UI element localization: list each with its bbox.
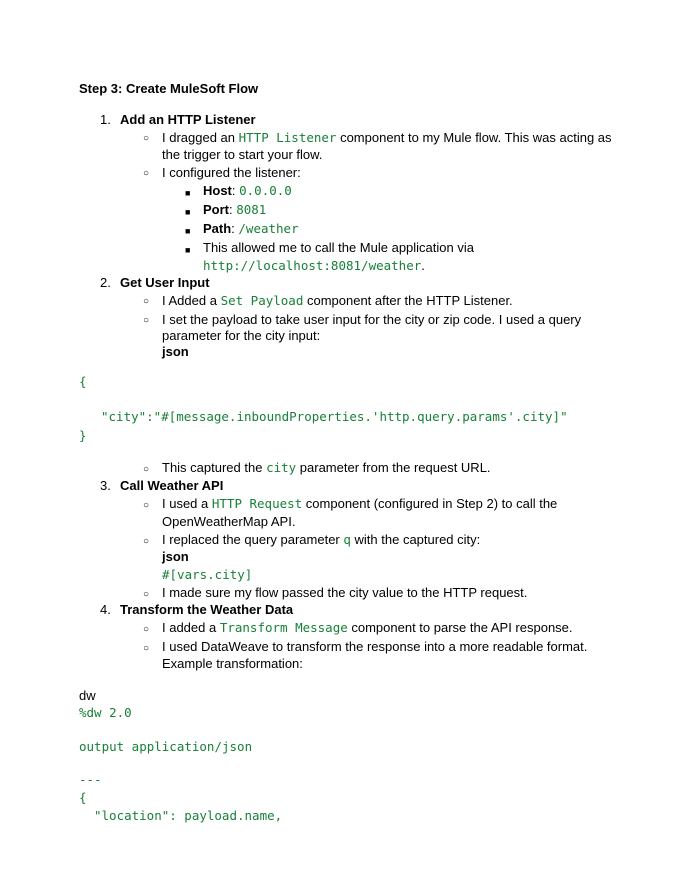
step-number: 3.: [100, 478, 111, 493]
bullet-square: ■: [185, 188, 191, 198]
bullet-circle: ○: [143, 500, 150, 511]
dw-location-line: "location": payload.name,: [94, 808, 283, 823]
expression-code: #[vars.city]: [162, 567, 253, 582]
bullet-text: I configured the listener:: [162, 165, 301, 180]
step-title: Transform the Weather Data: [120, 602, 294, 617]
bullet-text: I set the payload to take user input for the city or zip code. I used a query: [162, 312, 582, 327]
bullet-text: I made sure my flow passed the city value to the HTTP request.: [162, 585, 528, 600]
inline-code: HTTP Listener: [238, 130, 337, 145]
url-code: http://localhost:8081/weather: [203, 258, 422, 273]
bullet-circle: ○: [143, 133, 150, 144]
json-label: json: [162, 549, 189, 564]
bullet-circle: ○: [143, 536, 150, 547]
bullet-square: ■: [185, 226, 191, 236]
step-number: 2.: [100, 275, 111, 290]
step-title: Get User Input: [120, 275, 210, 290]
bullet-square: ■: [185, 245, 191, 255]
dw-brace-open: {: [79, 790, 87, 805]
bullet-text: I dragged an HTTP Listener component to my Mule flow. This was acting as: [162, 130, 612, 145]
bullet-square: ■: [185, 207, 191, 217]
step-title: Add an HTTP Listener: [120, 112, 256, 127]
bullet-circle: ○: [143, 589, 150, 600]
bullet-circle: ○: [143, 296, 150, 307]
code-line: "city":"#[message.inboundProperties.'http.query.params'.city]": [101, 409, 568, 424]
allow-text: This allowed me to call the Mule application via: [203, 240, 474, 255]
json-label: json: [162, 344, 189, 359]
step-number: 4.: [100, 602, 111, 617]
bullet-text: I used a HTTP Request component (configured in Step 2) to call the: [162, 496, 558, 511]
bullet-text-cont: parameter for the city input:: [162, 328, 321, 343]
bullet-text-cont: OpenWeatherMap API.: [162, 514, 296, 529]
code-brace-close: }: [79, 428, 87, 443]
step-number: 1.: [100, 112, 111, 127]
bullet-circle: ○: [143, 624, 150, 635]
port-item: Port: 8081: [203, 202, 267, 217]
path-item: Path: /weather: [203, 221, 299, 236]
bullet-text: I Added a Set Payload component after the HTTP Listener.: [162, 293, 513, 308]
bullet-circle: ○: [143, 464, 150, 475]
host-item: Host: 0.0.0.0: [203, 183, 292, 198]
bullet-text: I replaced the query parameter q with the captured city:: [162, 532, 481, 547]
bullet-text: This captured the city parameter from the request URL.: [162, 460, 491, 475]
dw-output: output application/json: [79, 739, 253, 754]
dw-label: dw: [79, 688, 96, 703]
bullet-text: I used DataWeave to transform the response into a more readable format.: [162, 639, 588, 654]
code-brace-open: {: [79, 374, 87, 389]
step-title: Call Weather API: [120, 478, 224, 493]
dw-version: %dw 2.0: [79, 705, 132, 720]
bullet-text: I added a Transform Message component to parse the API response.: [162, 620, 573, 635]
section-heading: Step 3: Create MuleSoft Flow: [79, 81, 259, 96]
bullet-text-cont: the trigger to start your flow.: [162, 147, 323, 162]
dw-separator: ---: [79, 772, 102, 787]
bullet-circle: ○: [143, 315, 150, 326]
bullet-circle: ○: [143, 643, 150, 654]
bullet-circle: ○: [143, 168, 150, 179]
url-line: http://localhost:8081/weather.: [203, 258, 425, 273]
bullet-text-cont: Example transformation:: [162, 656, 303, 671]
